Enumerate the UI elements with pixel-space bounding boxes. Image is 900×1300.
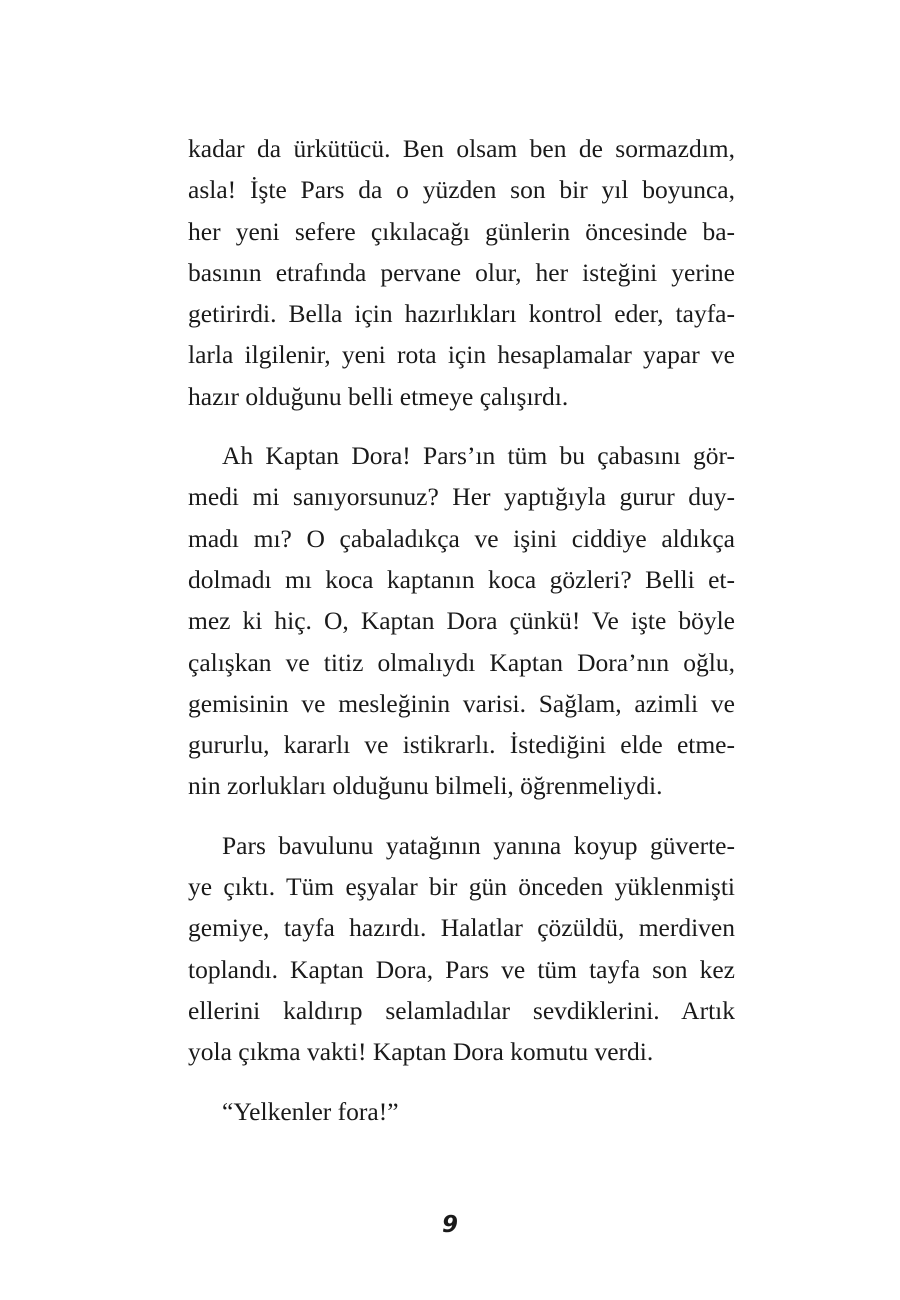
text-line: Pars bavulunu yatağının yanına koyup güverte- xyxy=(222,830,735,860)
paragraph-gap xyxy=(188,807,735,825)
paragraph-gap xyxy=(188,417,735,435)
text-line: yola çıkma vakti! Kaptan Dora komutu verdi. xyxy=(188,1037,654,1067)
text-line: gemiye, tayfa hazırdı. Halatlar çözüldü, merdiven xyxy=(188,913,735,943)
text-line: her yeni sefere çıkılacağı günlerin öncesinde ba- xyxy=(188,216,735,246)
text-line: getirirdi. Bella için hazırlıkları kontrol eder, tayfa- xyxy=(188,299,735,329)
text-line: gemisinin ve mesleğinin varisi. Sağlam, azimli ve xyxy=(188,688,735,718)
body-text xyxy=(188,128,735,1132)
text-line: mez ki hiç. O, Kaptan Dora çünkü! Ve işte böyle xyxy=(188,606,735,636)
text-line: basının etrafında pervane olur, her isteğini yerine xyxy=(188,257,735,287)
text-line: gururlu, kararlı ve istikrarlı. İstediğini elde etme- xyxy=(188,730,735,760)
text-line: ellerini kaldırıp selamladılar sevdiklerini. Artık xyxy=(188,995,735,1025)
text-line: medi mi sanıyorsunuz? Her yaptığıyla gurur duy- xyxy=(188,482,735,512)
text-line: Ah Kaptan Dora! Pars’ın tüm bu çabasını gör- xyxy=(222,441,735,471)
text-line: madı mı? O çabaladıkça ve işini ciddiye aldıkça xyxy=(188,523,735,553)
text-line: asla! İşte Pars da o yüzden son bir yıl boyunca, xyxy=(188,175,735,205)
text-line: larla ilgilenir, yeni rota için hesaplamalar yapar ve xyxy=(188,340,735,370)
text-line: nin zorlukları olduğunu bilmeli, öğrenmeliydi. xyxy=(188,771,663,801)
text-line: hazır olduğunu belli etmeye çalışırdı. xyxy=(188,381,569,411)
text-line: dolmadı mı koca kaptanın koca gözleri? Belli et- xyxy=(188,564,735,594)
text-line: ye çıktı. Tüm eşyalar bir gün önceden yüklenmişti xyxy=(188,872,735,902)
text-line: toplandı. Kaptan Dora, Pars ve tüm tayfa son kez xyxy=(188,954,735,984)
page-number: 9 xyxy=(441,1212,458,1238)
dialogue-line: “Yelkenler fora!” xyxy=(222,1096,399,1126)
paragraph-gap xyxy=(188,1073,735,1091)
text-line: kadar da ürkütücü. Ben olsam ben de sormazdım, xyxy=(188,134,735,163)
text-line: çalışkan ve titiz olmalıydı Kaptan Dora’nın oğlu, xyxy=(188,647,735,677)
